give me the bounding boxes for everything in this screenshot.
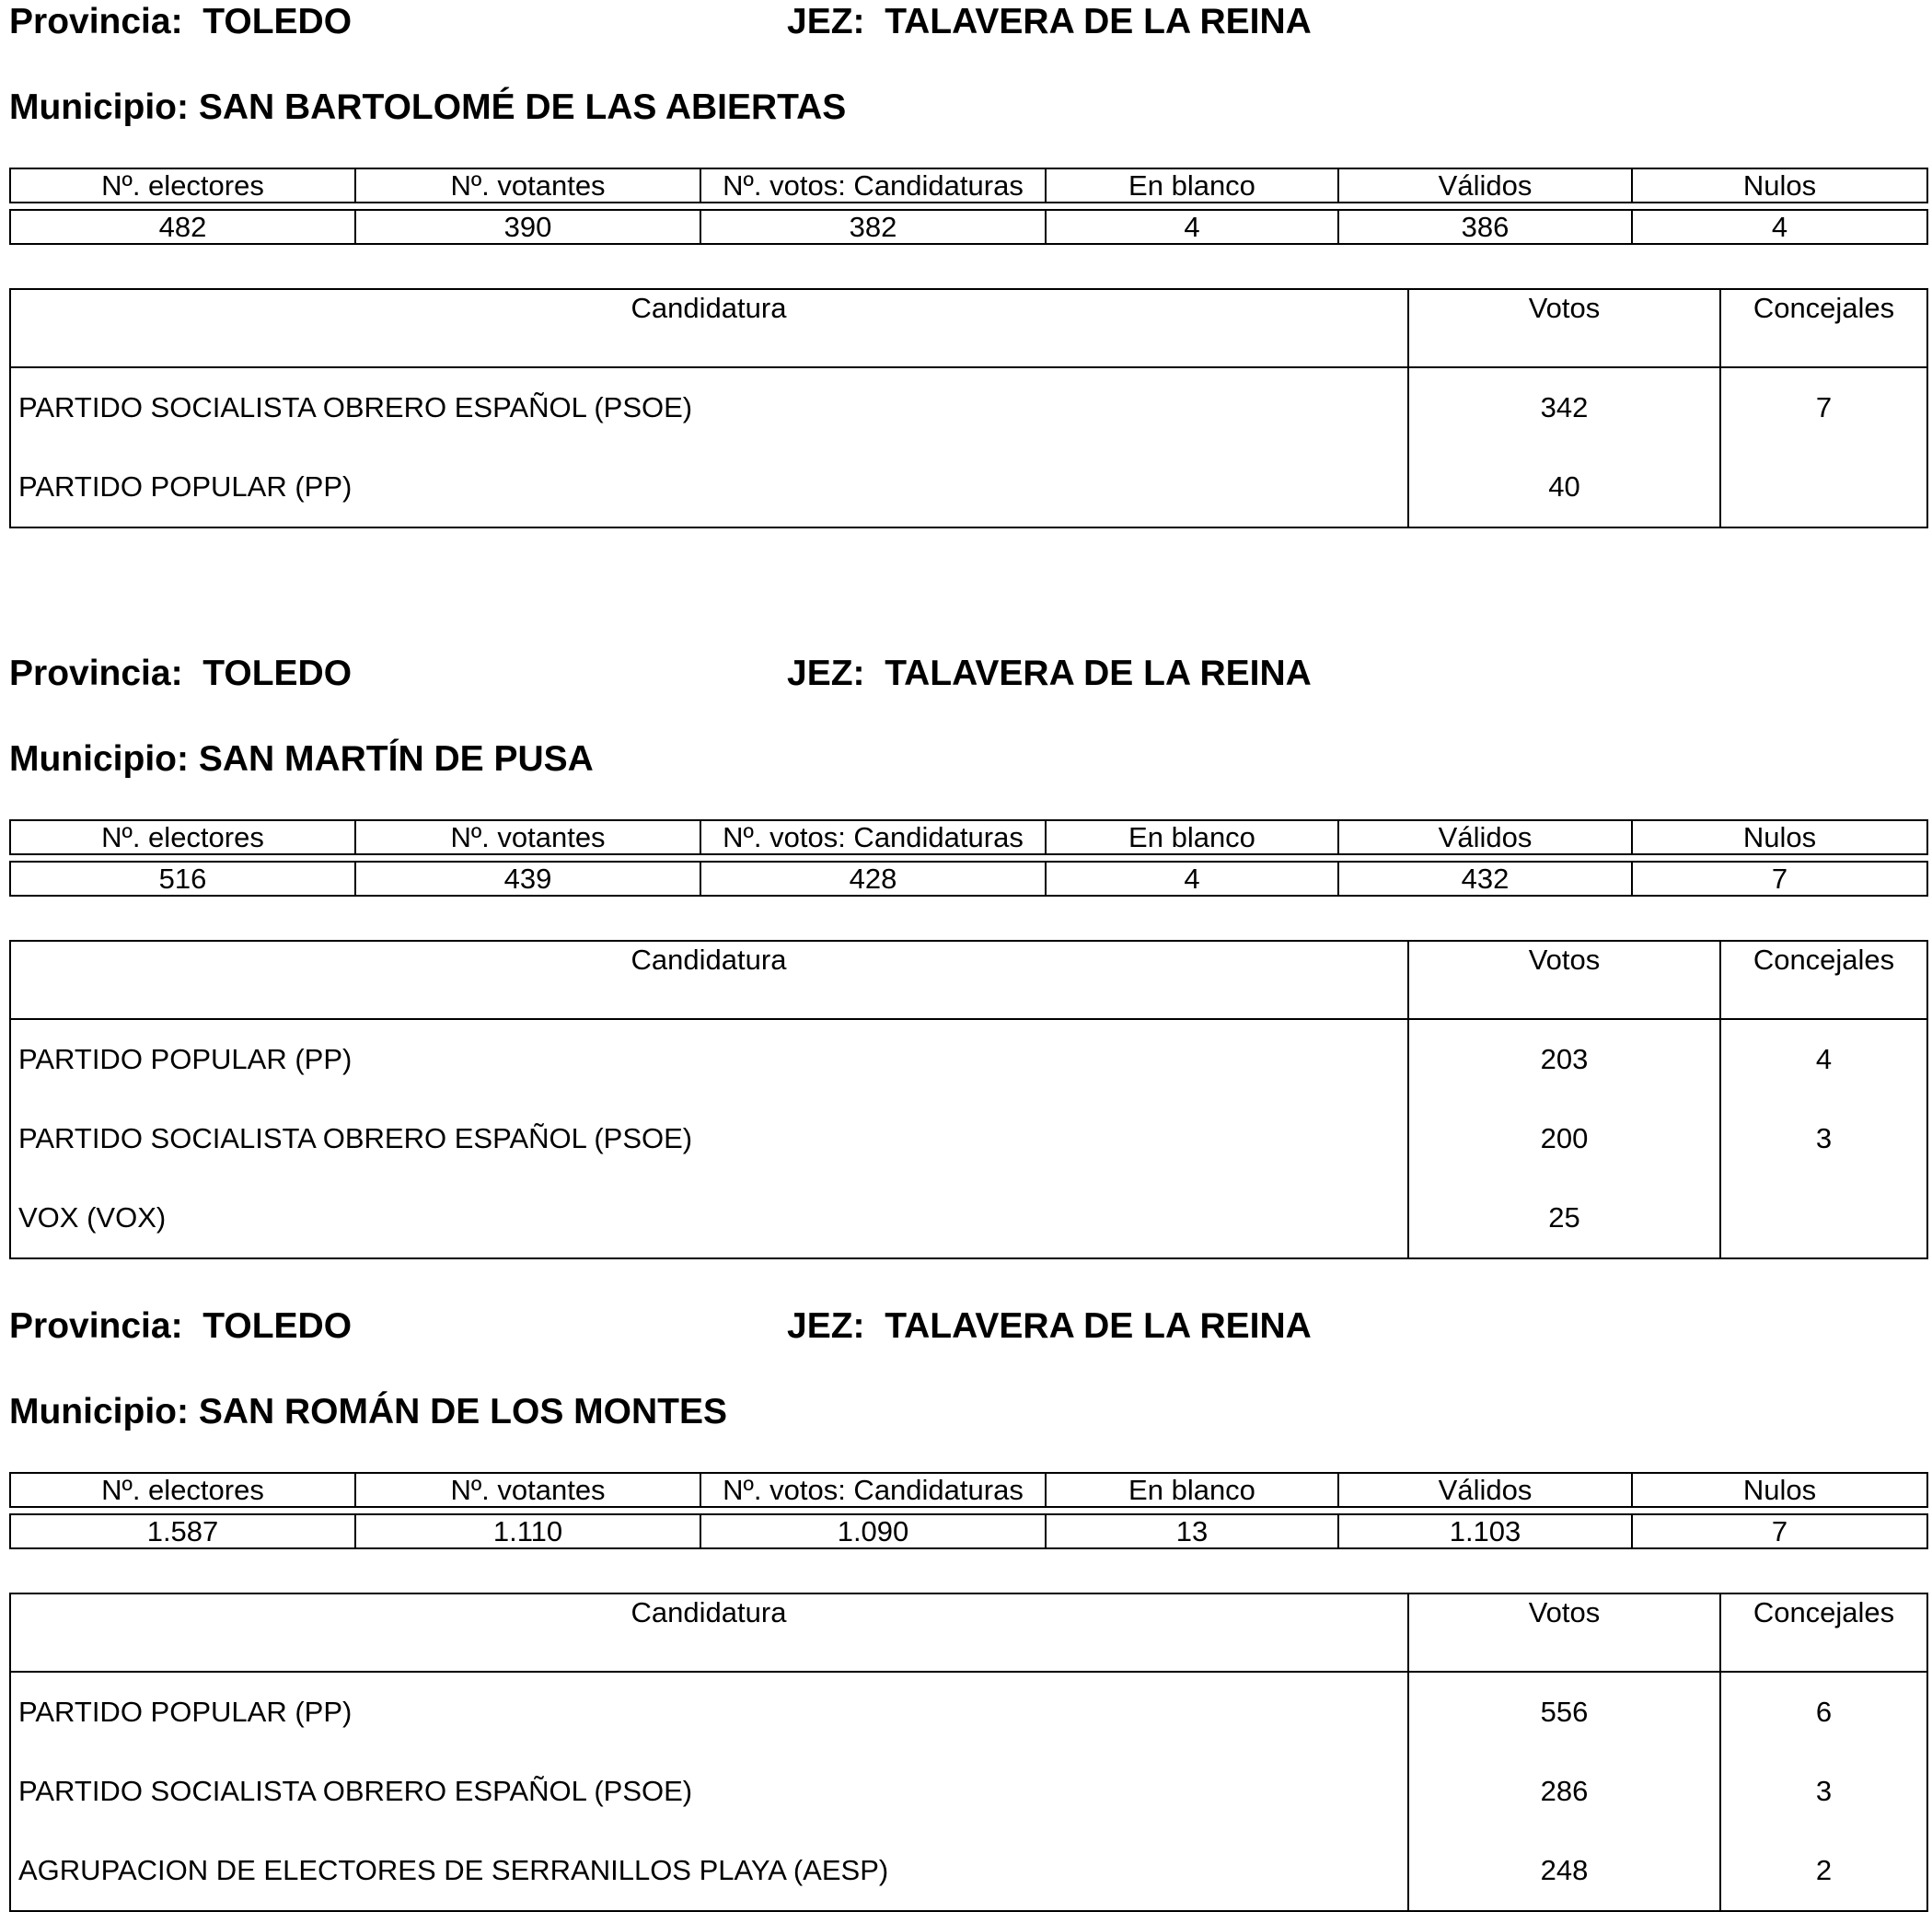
result-row (10, 1019, 1927, 1099)
jez-label: JEZ: (787, 1306, 865, 1346)
result-row (10, 1099, 1927, 1178)
candidatura-name: PARTIDO SOCIALISTA OBRERO ESPAÑOL (PSOE) (18, 1122, 693, 1154)
header-concejales: Concejales (1720, 1593, 1927, 1672)
turnout-header-cell: Nº. votos: Candidaturas (700, 1473, 1046, 1507)
turnout-header-cell: En blanco (1046, 820, 1338, 854)
municipality-section (9, 0, 1926, 608)
turnout-table (9, 819, 1928, 897)
results-header-row (10, 289, 1927, 367)
turnout-value-cell: 1.090 (700, 1514, 1046, 1548)
turnout-value-cell: 7 (1632, 1514, 1927, 1548)
turnout-header-cell: Nº. votos: Candidaturas (700, 168, 1046, 203)
turnout-value-cell: 7 (1632, 862, 1927, 896)
provincia-value: TOLEDO (202, 2, 353, 41)
municipio-label: Municipio: (9, 87, 189, 127)
turnout-header-cell: Nº. electores (10, 168, 355, 203)
header-votos: Votos (1408, 289, 1720, 367)
votos-value: 248 (1408, 1831, 1720, 1911)
municipio-heading (9, 737, 594, 782)
turnout-value-cell: 482 (10, 210, 355, 244)
header-candidatura: Candidatura (10, 1593, 1408, 1672)
provincia-label: Provincia: (9, 1306, 183, 1346)
candidatura-name: PARTIDO POPULAR (PP) (18, 470, 353, 503)
result-row (10, 367, 1927, 447)
provincia-value: TOLEDO (202, 1306, 353, 1346)
turnout-value-cell: 4 (1046, 210, 1338, 244)
jez-value: TALAVERA DE LA REINA (885, 2, 1312, 41)
concejales-value: 3 (1720, 1752, 1927, 1831)
jez-heading (787, 0, 1312, 44)
result-row (10, 1831, 1927, 1911)
votos-value: 342 (1408, 367, 1720, 447)
concejales-value: 6 (1720, 1672, 1927, 1752)
results-table (9, 1593, 1928, 1912)
provincia-heading (9, 1304, 352, 1349)
turnout-header-cell: Nº. votantes (355, 820, 700, 854)
municipio-value: SAN BARTOLOMÉ DE LAS ABIERTAS (198, 87, 847, 127)
turnout-header-cell: Nº. electores (10, 820, 355, 854)
turnout-header-cell: Nulos (1632, 168, 1927, 203)
turnout-header-cell: Nº. votantes (355, 168, 700, 203)
turnout-value-row (10, 210, 1927, 244)
municipio-value: SAN ROMÁN DE LOS MONTES (198, 1392, 727, 1431)
jez-label: JEZ: (787, 654, 865, 693)
jez-heading (787, 1304, 1312, 1349)
turnout-value-cell: 428 (700, 862, 1046, 896)
provincia-label: Provincia: (9, 2, 183, 41)
jez-label: JEZ: (787, 2, 865, 41)
turnout-value-cell: 4 (1632, 210, 1927, 244)
turnout-value-row (10, 862, 1927, 896)
turnout-value-cell: 516 (10, 862, 355, 896)
result-row (10, 1672, 1927, 1752)
turnout-header-cell: Válidos (1338, 1473, 1632, 1507)
header-votos: Votos (1408, 941, 1720, 1019)
concejales-value (1720, 447, 1927, 527)
turnout-table (9, 168, 1928, 245)
jez-value: TALAVERA DE LA REINA (885, 1306, 1312, 1346)
turnout-value-cell: 1.110 (355, 1514, 700, 1548)
turnout-value-cell: 386 (1338, 210, 1632, 244)
header-candidatura: Candidatura (10, 941, 1408, 1019)
concejales-value: 7 (1720, 367, 1927, 447)
candidatura-name: AGRUPACION DE ELECTORES DE SERRANILLOS PLAYA (AESP) (18, 1854, 889, 1886)
turnout-value-cell: 382 (700, 210, 1046, 244)
candidatura-name: PARTIDO SOCIALISTA OBRERO ESPAÑOL (PSOE) (18, 1775, 693, 1807)
turnout-header-cell: Nº. votos: Candidaturas (700, 820, 1046, 854)
concejales-value: 2 (1720, 1831, 1927, 1911)
provincia-label: Provincia: (9, 654, 183, 693)
results-header-row (10, 1593, 1927, 1672)
municipio-label: Municipio: (9, 739, 189, 779)
candidatura-name: VOX (VOX) (18, 1201, 167, 1234)
turnout-header-row (10, 1473, 1927, 1507)
turnout-value-cell: 432 (1338, 862, 1632, 896)
turnout-header-cell: Nº. votantes (355, 1473, 700, 1507)
concejales-value (1720, 1178, 1927, 1258)
votos-value: 556 (1408, 1672, 1720, 1752)
turnout-value-cell: 390 (355, 210, 700, 244)
results-table (9, 940, 1928, 1259)
turnout-value-row (10, 1514, 1927, 1548)
provincia-heading (9, 652, 352, 696)
votos-value: 203 (1408, 1019, 1720, 1099)
municipio-label: Municipio: (9, 1392, 189, 1431)
header-votos: Votos (1408, 1593, 1720, 1672)
jez-value: TALAVERA DE LA REINA (885, 654, 1312, 693)
results-header-row (10, 941, 1927, 1019)
turnout-value-cell: 13 (1046, 1514, 1338, 1548)
candidatura-name: PARTIDO POPULAR (PP) (18, 1043, 353, 1075)
result-row (10, 1178, 1927, 1258)
votos-value: 25 (1408, 1178, 1720, 1258)
votos-value: 40 (1408, 447, 1720, 527)
header-concejales: Concejales (1720, 289, 1927, 367)
municipality-section (9, 1304, 1926, 1912)
turnout-header-cell: En blanco (1046, 1473, 1338, 1507)
turnout-header-row (10, 168, 1927, 203)
turnout-header-cell: Nº. electores (10, 1473, 355, 1507)
municipio-heading (9, 1390, 727, 1434)
votos-value: 286 (1408, 1752, 1720, 1831)
results-table (9, 288, 1928, 528)
result-row (10, 447, 1927, 527)
header-candidatura: Candidatura (10, 289, 1408, 367)
municipio-value: SAN MARTÍN DE PUSA (198, 739, 594, 779)
turnout-header-cell: Válidos (1338, 820, 1632, 854)
provincia-heading (9, 0, 352, 44)
turnout-header-cell: Nulos (1632, 1473, 1927, 1507)
votos-value: 200 (1408, 1099, 1720, 1178)
turnout-value-cell: 1.587 (10, 1514, 355, 1548)
candidatura-name: PARTIDO SOCIALISTA OBRERO ESPAÑOL (PSOE) (18, 391, 693, 423)
turnout-value-cell: 439 (355, 862, 700, 896)
header-concejales: Concejales (1720, 941, 1927, 1019)
candidatura-name: PARTIDO POPULAR (PP) (18, 1696, 353, 1728)
turnout-header-cell: En blanco (1046, 168, 1338, 203)
concejales-value: 3 (1720, 1099, 1927, 1178)
result-row (10, 1752, 1927, 1831)
municipio-heading (9, 86, 846, 130)
concejales-value: 4 (1720, 1019, 1927, 1099)
turnout-value-cell: 4 (1046, 862, 1338, 896)
provincia-value: TOLEDO (202, 654, 353, 693)
municipality-section (9, 652, 1926, 1259)
jez-heading (787, 652, 1312, 696)
turnout-header-row (10, 820, 1927, 854)
turnout-header-cell: Nulos (1632, 820, 1927, 854)
turnout-value-cell: 1.103 (1338, 1514, 1632, 1548)
turnout-table (9, 1472, 1928, 1549)
turnout-header-cell: Válidos (1338, 168, 1632, 203)
